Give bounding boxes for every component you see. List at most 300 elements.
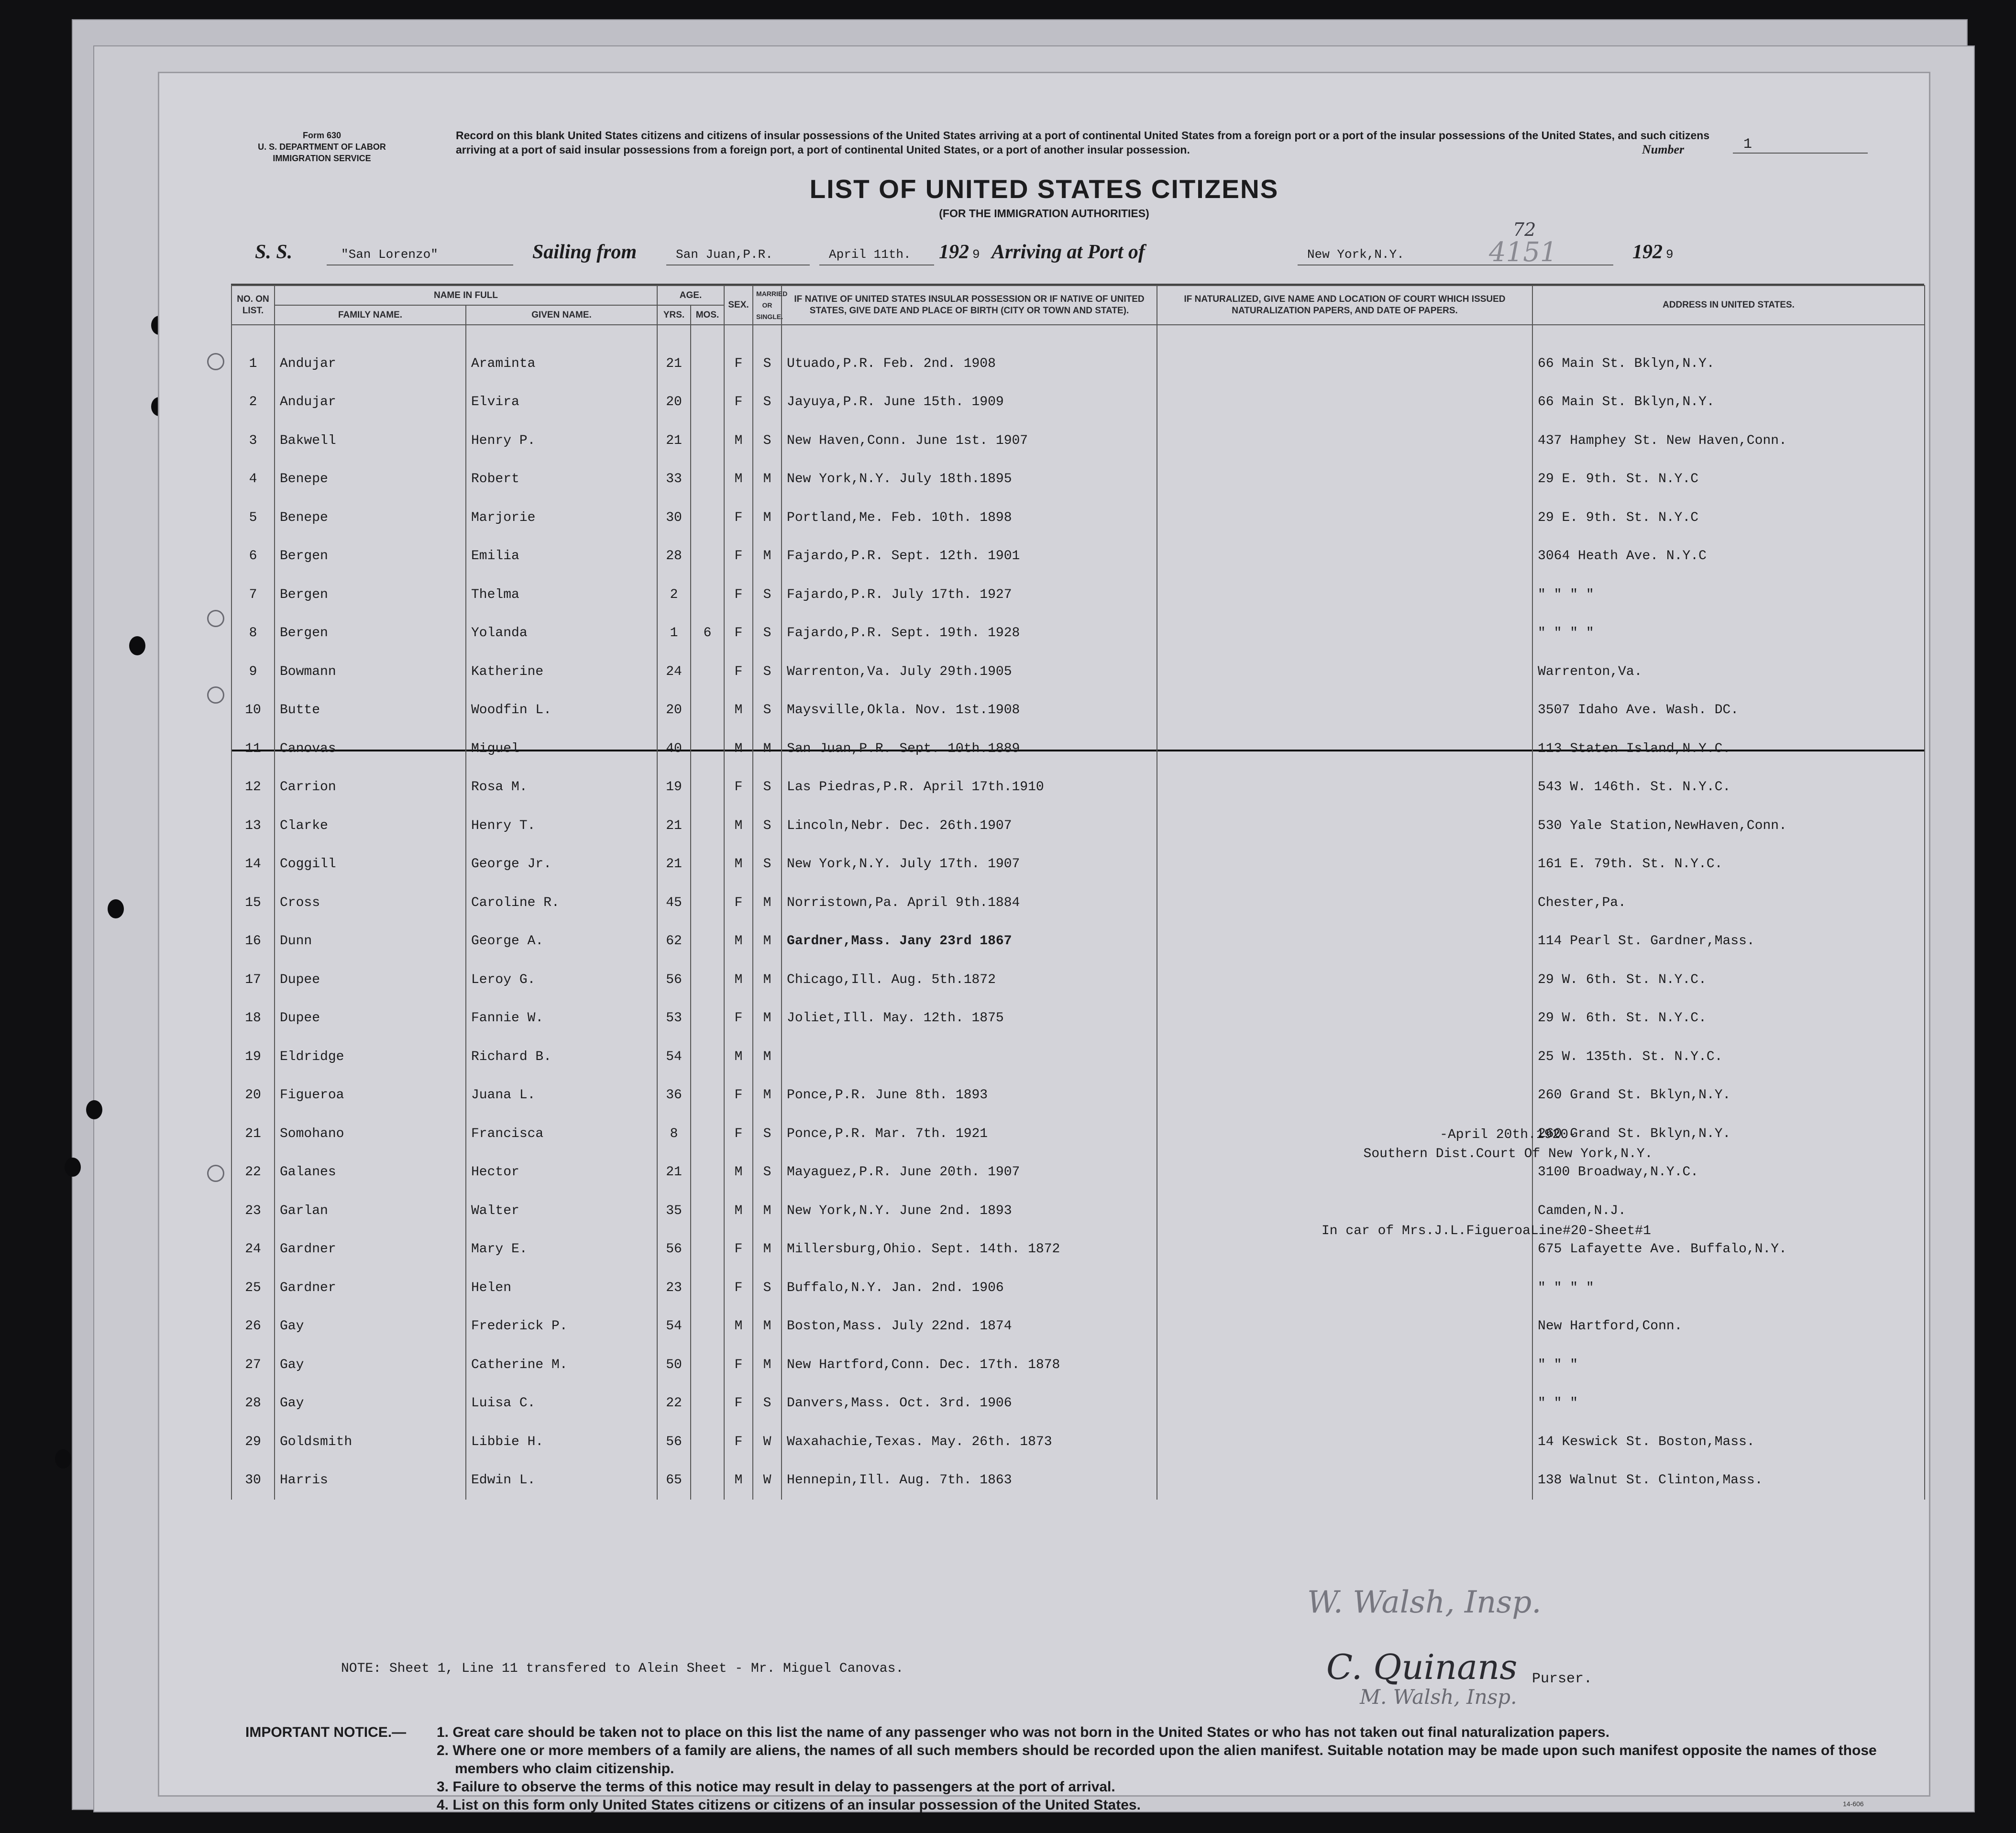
row-number-cell: 2 <box>231 383 275 422</box>
family-name-cell: Gay <box>275 1307 466 1346</box>
address-cell: 543 W. 146th. St. N.Y.C. <box>1532 768 1925 807</box>
age-years-cell: 21 <box>657 845 691 884</box>
family-name-cell: Coggill <box>275 845 466 884</box>
arrival-port: New York,N.Y. <box>1307 247 1404 262</box>
table-row <box>231 383 1925 422</box>
sex-cell: F <box>724 1230 753 1269</box>
notice-item: 3. Failure to observe the terms of this notice may result in delay to passengers at the port of arrival. <box>437 1779 1115 1795</box>
naturalization-cell <box>1157 575 1532 614</box>
naturalization-cell <box>1157 1423 1532 1461</box>
sex-cell: M <box>724 1192 753 1230</box>
age-months-cell <box>691 537 724 576</box>
sex-cell: F <box>724 383 753 422</box>
address-cell: 530 Yale Station,NewHaven,Conn. <box>1532 806 1925 845</box>
marital-status-cell: M <box>753 1307 782 1346</box>
age-years-cell: 36 <box>657 1076 691 1115</box>
address-cell: 3064 Heath Ave. N.Y.C <box>1532 537 1925 576</box>
sex-cell: F <box>724 498 753 537</box>
sailing-date: April 11th. <box>829 247 911 262</box>
header-no: NO. ON LIST. <box>231 286 275 325</box>
age-months-cell <box>691 421 724 460</box>
address-cell: 675 Lafayette Ave. Buffalo,N.Y. <box>1532 1230 1925 1269</box>
given-name-cell: Libbie H. <box>466 1423 657 1461</box>
marital-status-cell: S <box>753 1153 782 1192</box>
birth-place-date-cell: Ponce,P.R. June 8th. 1893 <box>782 1076 1157 1115</box>
table-row <box>231 498 1925 537</box>
table-row <box>231 806 1925 845</box>
row-number-cell: 13 <box>231 806 275 845</box>
naturalization-cell <box>1157 691 1532 730</box>
birth-place-date-cell: New Haven,Conn. June 1st. 1907 <box>782 421 1157 460</box>
birth-place-date-cell: Millersburg,Ohio. Sept. 14th. 1872 <box>782 1230 1157 1269</box>
naturalization-note <box>1317 1126 1699 1164</box>
row-number-cell: 30 <box>231 1461 275 1500</box>
address-cell: 138 Walnut St. Clinton,Mass. <box>1532 1461 1925 1500</box>
year-label: 192 <box>939 241 969 263</box>
naturalization-cell <box>1157 383 1532 422</box>
naturalization-cell <box>1157 883 1532 922</box>
naturalization-cell <box>1157 1307 1532 1346</box>
given-name-cell: Fannie W. <box>466 999 657 1038</box>
naturalization-cell <box>1157 344 1532 383</box>
court-name: Southern Dist.Court Of New York,N.Y. <box>1363 1147 1653 1161</box>
age-years-cell: 8 <box>657 1115 691 1153</box>
number-label: Number <box>1642 143 1685 156</box>
sex-cell: M <box>724 1153 753 1192</box>
marital-status-cell: W <box>753 1423 782 1461</box>
header-mos: MOS. <box>691 305 724 325</box>
age-years-cell: 53 <box>657 999 691 1038</box>
table-row <box>231 1230 1925 1269</box>
age-years-cell: 54 <box>657 1038 691 1076</box>
age-months-cell <box>691 1384 724 1423</box>
sex-cell: F <box>724 575 753 614</box>
age-years-cell: 45 <box>657 883 691 922</box>
header-name-in-full: NAME IN FULL <box>275 286 657 305</box>
age-months-cell <box>691 498 724 537</box>
marital-status-cell: S <box>753 652 782 691</box>
row-number-cell: 11 <box>231 729 275 768</box>
age-months-cell <box>691 344 724 383</box>
address-cell: Warrenton,Va. <box>1532 652 1925 691</box>
naturalization-cell <box>1157 460 1532 499</box>
purser-label: Purser. <box>1532 1671 1593 1687</box>
family-name-cell: Clarke <box>275 806 466 845</box>
sex-cell: M <box>724 729 753 768</box>
age-months-cell <box>691 1307 724 1346</box>
given-name-cell: Miguel <box>466 729 657 768</box>
address-cell: 29 W. 6th. St. N.Y.C. <box>1532 999 1925 1038</box>
notice-heading: IMPORTANT NOTICE.— <box>245 1724 407 1740</box>
given-name-cell: Katherine <box>466 652 657 691</box>
sex-cell: F <box>724 999 753 1038</box>
in-care-note: In car of Mrs.J.L.FigueroaLine#20-Sheet#1 <box>1322 1224 1651 1238</box>
family-name-cell: Somohano <box>275 1115 466 1153</box>
birth-place-date-cell: New York,N.Y. July 17th. 1907 <box>782 845 1157 884</box>
ss-label: S. S. <box>255 241 293 263</box>
binder-hole <box>65 1158 81 1177</box>
row-number-cell: 23 <box>231 1192 275 1230</box>
row-number-cell: 29 <box>231 1423 275 1461</box>
age-months-cell <box>691 1461 724 1500</box>
sex-cell: F <box>724 1423 753 1461</box>
row-number-cell: 12 <box>231 768 275 807</box>
table-row <box>231 614 1925 653</box>
age-years-cell: 56 <box>657 961 691 999</box>
header-family-name: FAMILY NAME. <box>275 305 466 325</box>
age-months-cell <box>691 883 724 922</box>
notice-item: 4. List on this form only United States citizens or citizens of an insular possession of the United States. <box>437 1797 1141 1813</box>
address-cell: " " " <box>1532 1346 1925 1384</box>
notice-item: 1. Great care should be taken not to place on this list the name of any passenger who was not born in the United States or who has not taken out final naturalization papers. <box>437 1724 1610 1740</box>
sex-cell: M <box>724 460 753 499</box>
sex-cell: M <box>724 922 753 961</box>
address-cell: 29 E. 9th. St. N.Y.C <box>1532 460 1925 499</box>
row-number-cell: 24 <box>231 1230 275 1269</box>
arriving-label: Arriving at Port of <box>991 241 1145 263</box>
table-row <box>231 883 1925 922</box>
family-name-cell: Galanes <box>275 1153 466 1192</box>
given-name-cell: Henry P. <box>466 421 657 460</box>
age-months-cell <box>691 652 724 691</box>
marital-status-cell: S <box>753 383 782 422</box>
address-cell: 260 Grand St. Bklyn,N.Y. <box>1532 1076 1925 1115</box>
birth-place-date-cell: Danvers,Mass. Oct. 3rd. 1906 <box>782 1384 1157 1423</box>
given-name-cell: Leroy G. <box>466 961 657 999</box>
given-name-cell: Edwin L. <box>466 1461 657 1500</box>
family-name-cell: Dupee <box>275 999 466 1038</box>
header-address: ADDRESS IN UNITED STATES. <box>1532 286 1925 325</box>
birth-place-date-cell: Jayuya,P.R. June 15th. 1909 <box>782 383 1157 422</box>
age-years-cell: 62 <box>657 922 691 961</box>
birth-place-date-cell: Utuado,P.R. Feb. 2nd. 1908 <box>782 344 1157 383</box>
row-number-cell: 8 <box>231 614 275 653</box>
naturalization-cell <box>1157 614 1532 653</box>
address-cell: 161 E. 79th. St. N.Y.C. <box>1532 845 1925 884</box>
sex-cell: F <box>724 1269 753 1307</box>
punch-ring <box>207 686 224 704</box>
family-name-cell: Gardner <box>275 1269 466 1307</box>
sex-cell: M <box>724 961 753 999</box>
age-years-cell: 19 <box>657 768 691 807</box>
address-cell: 260 Grand St. Bklyn,N.Y. <box>1532 1115 1925 1153</box>
form-code: 14-606 <box>1843 1800 1864 1808</box>
age-months-cell <box>691 961 724 999</box>
passenger-table <box>231 284 1924 1653</box>
given-name-cell: Luisa C. <box>466 1384 657 1423</box>
given-name-cell: Helen <box>466 1269 657 1307</box>
family-name-cell: Figueroa <box>275 1076 466 1115</box>
given-name-cell: George A. <box>466 922 657 961</box>
naturalization-cell <box>1157 1269 1532 1307</box>
birth-place-date-cell: San Juan,P.R. Sept. 10th.1889 <box>782 729 1157 768</box>
given-name-cell: Francisca <box>466 1115 657 1153</box>
marital-status-cell: S <box>753 1269 782 1307</box>
birth-place-date-cell: Hennepin,Ill. Aug. 7th. 1863 <box>782 1461 1157 1500</box>
age-months-cell <box>691 999 724 1038</box>
family-name-cell: Gay <box>275 1346 466 1384</box>
given-name-cell: Richard B. <box>466 1038 657 1076</box>
family-name-cell: Cross <box>275 883 466 922</box>
page-title: LIST OF UNITED STATES CITIZENS <box>809 174 1279 204</box>
naturalization-cell <box>1157 922 1532 961</box>
sex-cell: F <box>724 614 753 653</box>
marital-status-cell: S <box>753 768 782 807</box>
form-identifier <box>245 130 398 164</box>
department: U. S. DEPARTMENT OF LABOR <box>258 142 386 152</box>
table-row <box>231 460 1925 499</box>
family-name-cell: Bakwell <box>275 421 466 460</box>
birth-place-date-cell: New York,N.Y. July 18th.1895 <box>782 460 1157 499</box>
age-years-cell: 23 <box>657 1269 691 1307</box>
given-name-cell: Marjorie <box>466 498 657 537</box>
given-name-cell: Rosa M. <box>466 768 657 807</box>
sex-cell: M <box>724 806 753 845</box>
birth-place-date-cell: Joliet,Ill. May. 12th. 1875 <box>782 999 1157 1038</box>
sex-cell: F <box>724 883 753 922</box>
birth-place-date-cell: Fajardo,P.R. July 17th. 1927 <box>782 575 1157 614</box>
punch-ring <box>207 1165 224 1182</box>
given-name-cell: Walter <box>466 1192 657 1230</box>
binder-hole <box>86 1100 102 1119</box>
table-row <box>231 845 1925 884</box>
row-number-cell: 17 <box>231 961 275 999</box>
age-years-cell: 2 <box>657 575 691 614</box>
binder-hole <box>55 1449 71 1469</box>
inspector-signature: W. Walsh, Insp. <box>1307 1585 1542 1620</box>
birth-place-date-cell: Warrenton,Va. July 29th.1905 <box>782 652 1157 691</box>
sex-cell: M <box>724 691 753 730</box>
age-months-cell <box>691 729 724 768</box>
marital-status-cell: S <box>753 614 782 653</box>
row-number-cell: 27 <box>231 1346 275 1384</box>
given-name-cell: Juana L. <box>466 1076 657 1115</box>
record-instructions: Record on this blank United States citizens and citizens of insular possessions of the United States arriving at a port of continental United States from a foreign port or a port of the insular possessions of the United States, and such citizens arriving at a port of said insular possessions from a foreign port, a port of continental United States, or a port of another insular possession. <box>456 129 1710 156</box>
address-cell: 113 Staten Island,N.Y.C. <box>1532 729 1925 768</box>
family-name-cell: Gardner <box>275 1230 466 1269</box>
header-age: AGE. <box>657 286 724 305</box>
address-cell: " " " " <box>1532 1269 1925 1307</box>
marital-status-cell: S <box>753 806 782 845</box>
age-months-cell <box>691 575 724 614</box>
row-number-cell: 14 <box>231 845 275 884</box>
family-name-cell: Bergen <box>275 614 466 653</box>
table-row <box>231 421 1925 460</box>
age-months-cell <box>691 1423 724 1461</box>
family-name-cell: Bergen <box>275 575 466 614</box>
table-row <box>231 961 1925 999</box>
marital-status-cell: M <box>753 1230 782 1269</box>
row-number-cell: 25 <box>231 1269 275 1307</box>
naturalization-cell <box>1157 421 1532 460</box>
table-row <box>231 999 1925 1038</box>
age-months-cell <box>691 1346 724 1384</box>
row-number-cell: 22 <box>231 1153 275 1192</box>
row-number-cell: 21 <box>231 1115 275 1153</box>
given-name-cell: Elvira <box>466 383 657 422</box>
table-row <box>231 729 1925 768</box>
family-name-cell: Harris <box>275 1461 466 1500</box>
birth-place-date-cell: New Hartford,Conn. Dec. 17th. 1878 <box>782 1346 1157 1384</box>
sailing-label: Sailing from <box>532 241 637 263</box>
age-years-cell: 50 <box>657 1346 691 1384</box>
sex-cell: F <box>724 1076 753 1115</box>
marital-status-cell: M <box>753 729 782 768</box>
naturalization-cell <box>1157 1076 1532 1115</box>
age-months-cell <box>691 806 724 845</box>
family-name-cell: Canovas <box>275 729 466 768</box>
age-months-cell <box>691 460 724 499</box>
table-row <box>231 1269 1925 1307</box>
header-married: MARRIED OR SINGLE. <box>753 286 782 325</box>
sex-cell: M <box>724 1038 753 1076</box>
birth-place-date-cell: Lincoln,Nebr. Dec. 26th.1907 <box>782 806 1157 845</box>
age-years-cell: 24 <box>657 652 691 691</box>
age-months-cell <box>691 922 724 961</box>
service: IMMIGRATION SERVICE <box>273 154 371 163</box>
age-years-cell: 56 <box>657 1230 691 1269</box>
table-row <box>231 1038 1925 1076</box>
row-number-cell: 7 <box>231 575 275 614</box>
row-number-cell: 16 <box>231 922 275 961</box>
table-row <box>231 922 1925 961</box>
naturalization-cell <box>1157 999 1532 1038</box>
given-name-cell: Caroline R. <box>466 883 657 922</box>
age-years-cell: 33 <box>657 460 691 499</box>
address-cell: New Hartford,Conn. <box>1532 1307 1925 1346</box>
age-years-cell: 1 <box>657 614 691 653</box>
marital-status-cell: S <box>753 575 782 614</box>
row-number-cell: 15 <box>231 883 275 922</box>
address-cell: Chester,Pa. <box>1532 883 1925 922</box>
age-months-cell <box>691 1115 724 1153</box>
sex-cell: M <box>724 1461 753 1500</box>
sex-cell: F <box>724 1384 753 1423</box>
given-name-cell: Thelma <box>466 575 657 614</box>
sailing-port: San Juan,P.R. <box>676 247 773 262</box>
age-months-cell <box>691 768 724 807</box>
given-name-cell: George Jr. <box>466 845 657 884</box>
family-name-cell: Garlan <box>275 1192 466 1230</box>
transfer-note: NOTE: Sheet 1, Line 11 transfered to Alein Sheet - Mr. Miguel Canovas. <box>341 1661 904 1676</box>
given-name-cell: Araminta <box>466 344 657 383</box>
marital-status-cell: M <box>753 1038 782 1076</box>
age-years-cell: 56 <box>657 1423 691 1461</box>
birth-place-date-cell: Las Piedras,P.R. April 17th.1910 <box>782 768 1157 807</box>
sex-cell: M <box>724 421 753 460</box>
age-years-cell: 20 <box>657 383 691 422</box>
row-number-cell: 5 <box>231 498 275 537</box>
birth-place-date-cell: Fajardo,P.R. Sept. 19th. 1928 <box>782 614 1157 653</box>
address-cell: " " " " <box>1532 575 1925 614</box>
table-row <box>231 652 1925 691</box>
age-years-cell: 20 <box>657 691 691 730</box>
given-name-cell: Woodfin L. <box>466 691 657 730</box>
arrival-year-label: 192 <box>1632 241 1663 263</box>
voyage-line <box>255 219 1881 269</box>
row-number-cell: 28 <box>231 1384 275 1423</box>
naturalization-cell <box>1157 537 1532 576</box>
address-cell: 29 W. 6th. St. N.Y.C. <box>1532 961 1925 999</box>
age-years-cell: 40 <box>657 729 691 768</box>
age-years-cell: 22 <box>657 1384 691 1423</box>
age-years-cell: 21 <box>657 1153 691 1192</box>
age-months-cell <box>691 383 724 422</box>
address-cell: 66 Main St. Bklyn,N.Y. <box>1532 344 1925 383</box>
birth-place-date-cell: Fajardo,P.R. Sept. 12th. 1901 <box>782 537 1157 576</box>
age-months-cell <box>691 845 724 884</box>
spacer-row <box>231 325 1925 344</box>
marital-status-cell: S <box>753 1115 782 1153</box>
family-name-cell: Carrion <box>275 768 466 807</box>
family-name-cell: Butte <box>275 691 466 730</box>
naturalization-cell <box>1157 1461 1532 1500</box>
age-months-cell <box>691 1192 724 1230</box>
marital-status-cell: S <box>753 344 782 383</box>
marital-status-cell: M <box>753 999 782 1038</box>
age-months-cell <box>691 1153 724 1192</box>
marital-status-cell: S <box>753 1384 782 1423</box>
court-date: -April 20th.1920- <box>1440 1127 1576 1142</box>
age-years-cell: 35 <box>657 1192 691 1230</box>
header-yrs: YRS. <box>657 305 691 325</box>
ship-name: "San Lorenzo" <box>341 247 438 262</box>
age-years-cell: 28 <box>657 537 691 576</box>
table-row <box>231 344 1925 383</box>
birth-place-date-cell: Gardner,Mass. Jany 23rd 1867 <box>782 922 1157 961</box>
family-name-cell: Andujar <box>275 383 466 422</box>
age-years-cell: 54 <box>657 1307 691 1346</box>
table-row <box>231 1076 1925 1115</box>
birth-place-date-cell: Mayaguez,P.R. June 20th. 1907 <box>782 1153 1157 1192</box>
address-cell: 29 E. 9th. St. N.Y.C <box>1532 498 1925 537</box>
birth-place-date-cell: Waxahachie,Texas. May. 26th. 1873 <box>782 1423 1157 1461</box>
age-months-cell <box>691 1076 724 1115</box>
table-row <box>231 691 1925 730</box>
naturalization-cell <box>1157 1038 1532 1076</box>
marital-status-cell: M <box>753 460 782 499</box>
naturalization-cell <box>1157 768 1532 807</box>
naturalization-cell <box>1157 961 1532 999</box>
sex-cell: F <box>724 768 753 807</box>
row-number-cell: 1 <box>231 344 275 383</box>
hand-stamp: 4151 <box>1489 237 1557 268</box>
row-number-cell: 4 <box>231 460 275 499</box>
sex-cell: F <box>724 1346 753 1384</box>
given-name-cell: Catherine M. <box>466 1346 657 1384</box>
age-years-cell: 65 <box>657 1461 691 1500</box>
family-name-cell: Bergen <box>275 537 466 576</box>
number-value: 1 <box>1733 136 1868 154</box>
sex-cell: F <box>724 537 753 576</box>
given-name-cell: Yolanda <box>466 614 657 653</box>
sex-cell: F <box>724 344 753 383</box>
age-months-cell <box>691 691 724 730</box>
punch-ring <box>207 353 224 370</box>
row-number-cell: 10 <box>231 691 275 730</box>
naturalization-cell <box>1157 1384 1532 1423</box>
marital-status-cell: M <box>753 1192 782 1230</box>
birth-place-date-cell: Boston,Mass. July 22nd. 1874 <box>782 1307 1157 1346</box>
row-number-cell: 3 <box>231 421 275 460</box>
sex-cell: M <box>724 1307 753 1346</box>
naturalization-cell <box>1157 652 1532 691</box>
arrival-year-digit: 9 <box>1666 247 1674 262</box>
naturalization-cell <box>1157 806 1532 845</box>
header-sex: SEX. <box>724 286 753 325</box>
address-cell: 14 Keswick St. Boston,Mass. <box>1532 1423 1925 1461</box>
page-subtitle: (FOR THE IMMIGRATION AUTHORITIES) <box>939 207 1149 220</box>
